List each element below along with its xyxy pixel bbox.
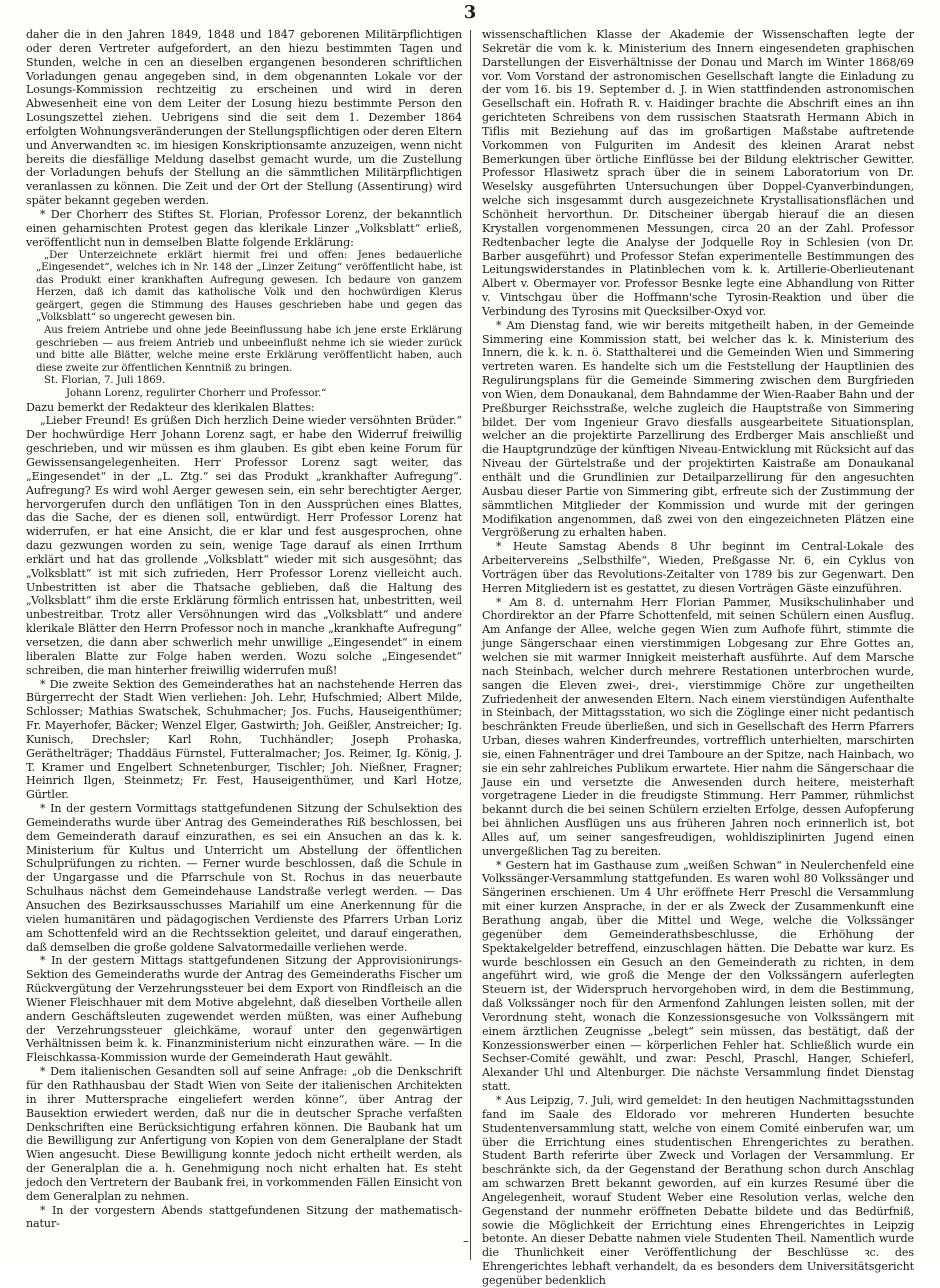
right-column-paragraph: * Gestern hat im Gasthause zum „weißen Schwan“ in Neulerchenfeld eine Volkssänger-Versammlung stattgefunden. Es waren wohl 80 Volkssänger und Sängerinen erschienen. Um 4 Uhr eröffnete Herr Preschl die Versammlung mit einer kurzen Ansprache, in der er als Zweck der Zusammenkunft eine Berathung angab, über die Mittel und Wege, welche die Volkssänger gegenüber dem Gemeinderathsbeschlusse, die Erhöhung der Spektakelgelder betreffend, einzuschlagen hätten. Die Debatte war kurz. Es wurde beschlossen ein Gesuch an den Gemeinderath zu richten, in dem angeführt wird, wie groß die Menge der den Volkssängern auferlegten Steuern ist, der Widerspruch hervorgehoben wird, in dem die Bestimmung, daß Volkssänger noch für den Armenfond Zahlungen leisten sollen, mit der Verordnung steht, wonach die Konzessionsgesuche von Volkssängern mit einem ärztlichen Zeugnisse „belegt“ sein müssen, das bestätigt, daß der Konzessionswerber einen — körperlichen Fehler hat. Schließlich wurde ein Sechser-Comité gewählt, und zwar: Peschl, Praschl, Hanger, Schieferl, Alexander Uhl und Altenburger. Die nächste Versammlung findet Dienstag statt. bbox=[482, 858, 914, 1094]
left-column-paragraph: * Dem italienischen Gesandten soll auf seine Anfrage: „ob die Denkschrift für den Rathhausbau der Stadt Wien von Seite der italienischen Architekten in ihrer Muttersprache eingeliefert werden könne“, über Antrag der Bausektion erwiedert werden, daß nur die in deutscher Sprache verfaßten Denkschriften eine Berücksichtigung erfahren können. Die Baubank hat um die Bewilligung zur Anfertigung von Kopien von dem Generalplane der Stadt Wien angesucht. Diese Bewilligung konnte jedoch nicht ertheilt werden, als der Generalplan die a. h. Genehmigung noch nicht erhalten hat. Es steht jedoch den Vertretern der Baubank frei, in vorkommenden Fällen Einsicht von dem Generalplan zu nehmen. bbox=[26, 1065, 462, 1203]
left-column-paragraph: „Lieber Freund! Es grüßen Dich herzlich Deine wieder versöhnten Brüder.“ Der hochwürdige Herr Johann Lorenz sagt, er habe den Widerruf freiwillig geschrieben, und wir müssen es ihm glauben. Es gibt eben keine Forum für Gewissensangelegenheiten. Herr Professor Lorenz sagt weiter, das „Eingesendet“ in der „L. Ztg.“ sei das Produkt „krankhafter Aufregung“. Aufregung? Es wird wohl Aerger gewesen sein, ein sehr berechtigter Aerger, hervorgerufen durch den unflätigen Ton in den Aussprüchen eines Blattes, das die Sache, der es dienen soll, entwürdigt. Herr Professor Lorenz hat widerrufen, er hat eine Ansicht, die er klar und fest ausgesprochen, ohne dazu gezwungen worden zu sein, wenige Tage darauf als einen Irrthum erklärt und hat das grollende „Volksblatt“ wieder mit sich ausgesöhnt; das „Volksblatt“ ist mit sich zufrieden, Herr Professor Lorenz vielleicht auch. Unbestritten ist aber die Thatsache geblieben, daß die Haltung des „Volksblatt“ ihm die erste Erklärung förmlich entrissen hat, unbestritten, weil unbestreitbar. Trotz aller Versöhnungen wird das „Volksblatt“ und andere klerikale Blätter den Herrn Professor noch in manche „krankhafte Aufregung“ versetzen, die dann aber schwerlich mehr unwillige „Eingesendet“ in einem liberalen Blatte zur Folge haben werden. Wozu solche „Eingesendet“ schreiben, die man hinterher freiwillig widerrufen muß! bbox=[26, 414, 462, 677]
right-column-paragraph: * Aus Leipzig, 7. Juli, wird gemeldet: In den heutigen Nachmittagsstunden fand im Saale des Eldorado vor mehreren Hunderten besuchte Studentenversammlung statt, welche von einem Comité einberufen war, um über die Errichtung eines studentischen Ehrengerichtes zu berathen. Student Barth referirte über Zweck und Vorlagen der Versammlung. Er beschränkte sich, da der Gegenstand der Berathung schon durch Anschlag am schwarzen Brett bekannt geworden, auf ein kurzes Resumé über die Angelegenheit, worauf Student Weber eine Resolution verlas, welche den Gegenstand der nunmehr eröffneten Debatte bildete und das Bedürfniß, sowie die Möglichkeit der Errichtung eines Ehrengerichtes in Leipzig betonte. An dieser Debatte nahmen viele Studenten Theil. Namentlich wurde die Thunlichkeit einer Veröffentlichung der Beschlüsse ꝛc. des Ehrengerichtes lebhaft verhandelt, da es besonders dem Universitätsgericht gegenüber bedenklich bbox=[482, 1093, 914, 1287]
continuation-dash: – bbox=[463, 1234, 469, 1248]
left-column-paragraph: Dazu bemerkt der Redakteur des klerikalen Blattes: bbox=[26, 400, 315, 414]
left-column bbox=[26, 28, 462, 1260]
left-column-paragraph: * Die zweite Sektion des Gemeinderathes hat an nachstehende Herren das Bürgerrecht der Stadt Wien verliehen: Joh. Lehr, Hufschmied; Albert Milde, Schlosser; Mathias Swatschek, Schuhmacher; Jos. Fuchs, Hauseigenthümer; Fr. Mayerhofer, Bäcker; Wenzel Elger, Gastwirth; Joh. Geißler, Anstreicher; Ig. Kunisch, Drechsler; Karl Rohn, Tuchhändler; Joseph Prohaska, Geräthelträger; Thaddäus Fürnstel, Futteralmacher; Jos. Reimer, Ig. König, J. T. Kramer und Engelbert Schnetenburger, Tischler; Joh. Nießner, Fragner; Heinrich Ilgen, Steinmetz; Fr. Fest, Hauseigenthümer, und Karl Hotze, Gürtler. bbox=[26, 677, 462, 802]
left-column-quote: St. Florian, 7. Juli 1869. bbox=[44, 375, 166, 387]
left-column-paragraph: * In der vorgestern Abends stattgefundenen Sitzung der mathematisch-natur- bbox=[26, 1203, 462, 1231]
left-column-paragraph: * Der Chorherr des Stiftes St. Florian, Professor Lorenz, der bekanntlich einen geharnischten Protest gegen das klerikale Linzer „Volksblatt“ erließ, veröffentlicht nun in demselben Blatte folgende Erklärung: bbox=[26, 207, 462, 249]
left-column-quote: Aus freiem Antriebe und ohne jede Beeinflussung habe ich jene erste Erklärung geschrieben — aus freiem Antrieb und unbeeinflußt nehme ich sie wieder zurück und bitte alle Blätter, welche meine erste Erklärung veröffentlicht haben, auch diese zweite zur öffentlichen Kenntniß zu bringen. bbox=[36, 325, 462, 374]
left-column-paragraph: daher die in den Jahren 1849, 1848 und 1847 geborenen Militärpflichtigen oder deren Vertreter aufgefordert, an den hiezu bestimmten Tagen und Stunden, welche in cen an dieselben ergangenen besonderen schriftlichen Vorladungen genau angegeben sind, in dem obgenannten Lokale vor der Losungs-Kommission rechtzeitig zu erscheinen und wird in deren Abwesenheit eine von dem Leiter der Losung hiezu bestimmte Person den Losungszettel ziehen. Uebrigens sind die seit dem 1. Dezember 1864 erfolgten Wohnungsveränderungen der Stellungspflichtigen oder deren Eltern und Anverwandten ꝛc. im hiesigen Konskriptionsamte anzuzeigen, wenn nicht bereits die diesfällige Meldung daselbst gemacht wurde, um die Zustellung der Vorladungen behufs der Stellung an die sämmtlichen Militärpflichtigen veranlassen zu können. Die Zeit und der Ort der Stellung (Assentirung) wird später bekannt gegeben werden. bbox=[26, 28, 462, 208]
right-column-paragraph: * Heute Samstag Abends 8 Uhr beginnt im Central-Lokale des Arbeitervereins „Selbsthilfe“, Wieden, Preßgasse Nr. 6, ein Cyklus von Vorträgen über das Revolutions-Zeitalter von 1789 bis zur Gegenwart. Den Herren Mitgliedern ist es gestattet, zu diesen Vorträgen Gäste einzuführen. bbox=[482, 540, 914, 595]
left-column-quote: „Der Unterzeichnete erklärt hiermit frei und offen: Jenes bedauerliche „Eingesendet“, welches ich in Nr. 148 der „Linzer Zeitung“ veröffentlicht habe, ist das Produkt einer krankhaften Aufregung gewesen. Ich bedaure von ganzem Herzen, daß ich damit das katholische Volk und den hochwürdigen Klerus geärgert, gegen die Stimmung des Hauses geschrieben habe und gegen das „Volksblatt“ so ungerecht gewesen bin. bbox=[36, 249, 462, 324]
page-number: 3 bbox=[463, 2, 477, 23]
right-column bbox=[482, 28, 914, 1287]
left-column-signature: Johann Lorenz, regulirter Chorherr und Professor.“ bbox=[66, 388, 327, 400]
left-column-paragraph: * In der gestern Mittags stattgefundenen Sitzung der Approvisionirungs-Sektion des Gemeinderaths wurde der Antrag des Gemeinderaths Fischer um Rückvergütung der Verzehrungssteuer bei dem Export von Rindfleisch an die Wiener Fleischhauer mit dem Motive abgelehnt, daß dieselben Vortheile allen andern Geschäftsleuten zugewendet werden müßten, was einer Aufhebung der Verzehrungssteuer gleichkäme, worauf unter den gegenwärtigen Verhältnissen beim k. k. Finanzministerium nicht einzurathen wäre. — In die Fleischkassa-Kommission wurde der Gemeinderath Haut gewählt. bbox=[26, 954, 462, 1065]
left-column-paragraph: * In der gestern Vormittags stattgefundenen Sitzung der Schulsektion des Gemeinderaths wurde über Antrag des Gemeinderathes Riß beschlossen, bei dem Gemeinderath darauf einzurathen, es sei ein Ansuchen an das k. k. Ministerium für Kultus und Unterricht um Abstellung der öffentlichen Schulprüfungen zu richten. — Ferner wurde beschlossen, daß die Schule in der Ungargasse und die Pfarrschule von St. Rochus in das neuerbaute Schulhaus nächst dem Gemeindehause Landstraße verlegt werden. — Das Ansuchen des Bezirksausschusses Mariahilf um eine Anerkennung für die vielen humanitären und pädagogischen Verdienste des Pfarrers Urban Loriz am Schottenfeld wird an die Rechtssektion geleitet, und darauf eingerathen, daß demselben die große goldene Salvatormedaille verliehen werde. bbox=[26, 802, 462, 954]
right-column-paragraph: * Am 8. d. unternahm Herr Florian Pammer, Musikschulinhaber und Chordirektor an der Pfarre Schottenfeld, mit seinen Schülern einen Ausflug. Am Anfange der Allee, welche gegen Wien zum Aufhofe führt, stimmte die junge Sängerschaar einen vierstimmigen Lobgesang zur Ehre Gottes an, welchen sie mit warmer Innigkeit meisterhaft ausführte. Auf dem Marsche nach Steinbach, welcher durch mehrere Restationen unterbrochen wurde, sangen die Eleven zwei-, drei-, vierstimmige Chöre zur ungetheilten Zufriedenheit der anwesenden Eltern. Nach einem vierstündigen Aufenthalte in Steinbach, der Mittagsstation, wo sich die Zöglinge einer nicht pedantisch beschränkten Freude überließen, und sich in Gesellschaft des Herrn Pfarrers Urban, dieses wahren Kinderfreundes, vortrefflich unterhielten, marschirten sie, einen Fahnenträger und drei Tamboure an der Spitze, nach Hainbach, wo sie ein sehr zahlreiches Publikum erwartete. Hier nahm die Sängerschaar die Jause ein und versetzte die Anwesenden durch heitere, meisterhaft vorgetragene Lieder in die freudigste Stimmung. Herr Pammer, rühmlichst bekannt durch die bei seinen Schülern erzielten Erfolge, dessen Aufopferung bei ähnlichen Ausflügen uns aus früheren Jahren noch erinnerlich ist, bot Alles auf, um seiner sangesfreudigen, wohldisziplinirten Jugend einen unvergeßlichen Tag zu bereiten. bbox=[482, 595, 914, 858]
right-column-paragraph: wissenschaftlichen Klasse der Akademie der Wissenschaften legte der Sekretär die vom k. k. Ministerium des Innern eingesendeten graphischen Darstellungen der Eisverhältnisse der Donau und March im Winter 1868/69 vor. Vom Vorstand der astronomischen Gesellschaft langte die Einladung zu der vom 16. bis 19. September d. J. in Wien stattfindenden astronomischen Gesellschaft ein. Hofrath R. v. Haidinger brachte die Abschrift eines an ihn gerichteten Schreibens von dem russischen Staatsrath Hermann Abich in Tiflis mit Beziehung auf das im großartigen Maßstabe auftretende Vorkommen von Fulguriten im Andesit des kleinen Ararat nebst Bemerkungen über örtliche Einflüsse bei der Bildung elektrischer Gewitter. Professor Hlasiwetz sprach über die in seinem Laboratorium von Dr. Weselsky ausgeführten Untersuchungen über Doppel-Cyanverbindungen, welche sich insgesammt durch ausgezeichnete Krystallisationsflächen und Schönheit hervorthun. Dr. Ditscheiner übergab hierauf die an diesen Krystallen vorgenommenen Messungen, circa 20 an der Zahl. Professor Redtenbacher legte die Analyse der Jodquelle Roy in Schlesien (von Dr. Barber ausgeführt) und Professor Stefan experimentelle Bestimmungen des Leitungswiderstandes in Platinblechen vom k. k. Artillerie-Oberlieutenant Albert v. Obermayer vor. Professor Besnke legte eine Abhandlung von Ritter v. Vintschgau über die Hoffmann'sche Tyrosin-Reaktion und über die Verbindung des Tyrosins mit Quecksilber-Oxyd vor. bbox=[482, 28, 914, 318]
column-divider bbox=[470, 30, 471, 1260]
right-column-paragraph: * Am Dienstag fand, wie wir bereits mitgetheilt haben, in der Gemeinde Simmering eine Kommission statt, bei welcher das k. k. Ministerium des Innern, die k. k. n. ö. Statthalterei und die Gemeinden Wien und Simmering vertreten waren. Es handelte sich um die Feststellung der Hauptlinien des Regulirungsplans für die Gemeinde Simmering zwischen dem Burgfrieden von Wien, dem Donaukanal, dem Bahndamme der Wien-Raaber Bahn und der Preßburger Reichsstraße, welche zugleich die Hauptstraße von Simmering bildet. Der vom Ingenieur Gravo diesfalls ausgearbeitete Situationsplan, welcher an die projektirte Parzellirung des Erdberger Mais anschließt und die Hauptgrundzüge der künftigen Niveau-Entwicklung mit Rücksicht auf das Niveau der Gürtelstraße und der projektirten Kaistraße am Donaukanal enthält und die Grundlinien zur Detailparzellirung für den angesuchten Ausbau dieser Partie von Simmering gibt, erfreute sich der Zustimmung der sämmtlichen Mitglieder der Kommission und wurde mit der geringen Modifikation angenommen, daß zwei von den eingezeichneten Plätzen eine Vergrößerung zu erhalten haben. bbox=[482, 318, 914, 540]
